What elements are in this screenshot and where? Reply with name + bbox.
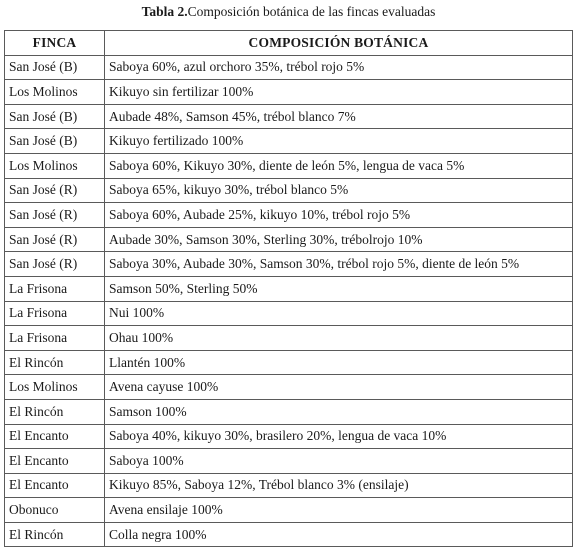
composicion-cell: Saboya 65%, kikuyo 30%, trébol blanco 5% <box>105 178 573 203</box>
table-row <box>5 153 573 178</box>
composicion-cell: Nui 100% <box>105 301 573 326</box>
table-row <box>5 80 573 105</box>
composicion-cell: Saboya 60%, Kikuyo 30%, diente de león 5%, lengua de vaca 5% <box>105 153 573 178</box>
header-finca: FINCA <box>5 31 105 56</box>
finca-cell: Los Molinos <box>5 80 105 105</box>
table-row <box>5 252 573 277</box>
table-row <box>5 104 573 129</box>
table-row <box>5 129 573 154</box>
composicion-cell: Saboya 40%, kikuyo 30%, brasilero 20%, lengua de vaca 10% <box>105 424 573 449</box>
table-caption-text: Composición botánica de las fincas evaluadas <box>187 4 436 19</box>
composicion-cell: Samson 50%, Sterling 50% <box>105 276 573 301</box>
finca-cell: San José (R) <box>5 203 105 228</box>
header-composicion: COMPOSICIÓN BOTÁNICA <box>105 31 573 56</box>
table-caption <box>0 3 577 21</box>
finca-cell: La Frisona <box>5 301 105 326</box>
finca-cell: San José (B) <box>5 129 105 154</box>
composicion-cell: Llantén 100% <box>105 350 573 375</box>
composicion-cell: Kikuyo fertilizado 100% <box>105 129 573 154</box>
table-header <box>5 31 573 56</box>
table-row <box>5 473 573 498</box>
table-row <box>5 375 573 400</box>
botanical-composition-table <box>4 30 573 547</box>
finca-cell: El Rincón <box>5 399 105 424</box>
composicion-cell: Ohau 100% <box>105 326 573 351</box>
table-row <box>5 424 573 449</box>
composicion-cell: Kikuyo sin fertilizar 100% <box>105 80 573 105</box>
finca-cell: San José (R) <box>5 252 105 277</box>
finca-cell: El Encanto <box>5 424 105 449</box>
composicion-cell: Avena cayuse 100% <box>105 375 573 400</box>
finca-cell: Los Molinos <box>5 153 105 178</box>
table-row <box>5 178 573 203</box>
finca-cell: Obonuco <box>5 498 105 523</box>
table-row <box>5 326 573 351</box>
finca-cell: La Frisona <box>5 276 105 301</box>
finca-cell: El Encanto <box>5 449 105 474</box>
table-row <box>5 203 573 228</box>
table-caption-label: Tabla 2. <box>141 4 188 19</box>
composicion-cell: Saboya 60%, azul orchoro 35%, trébol rojo 5% <box>105 55 573 80</box>
table-row <box>5 276 573 301</box>
finca-cell: La Frisona <box>5 326 105 351</box>
header-row <box>5 31 573 56</box>
finca-cell: San José (B) <box>5 55 105 80</box>
table-row <box>5 399 573 424</box>
composicion-cell: Avena ensilaje 100% <box>105 498 573 523</box>
table-row <box>5 227 573 252</box>
composicion-cell: Aubade 48%, Samson 45%, trébol blanco 7% <box>105 104 573 129</box>
finca-cell: El Rincón <box>5 522 105 547</box>
composicion-cell: Aubade 30%, Samson 30%, Sterling 30%, trébolrojo 10% <box>105 227 573 252</box>
table-row <box>5 350 573 375</box>
finca-cell: El Encanto <box>5 473 105 498</box>
composicion-cell: Saboya 100% <box>105 449 573 474</box>
finca-cell: San José (R) <box>5 178 105 203</box>
composicion-cell: Kikuyo 85%, Saboya 12%, Trébol blanco 3% (ensilaje) <box>105 473 573 498</box>
table-row <box>5 522 573 547</box>
finca-cell: San José (B) <box>5 104 105 129</box>
finca-cell: El Rincón <box>5 350 105 375</box>
table-row <box>5 449 573 474</box>
composicion-cell: Samson 100% <box>105 399 573 424</box>
table-body <box>5 55 573 547</box>
composicion-cell: Saboya 30%, Aubade 30%, Samson 30%, trébol rojo 5%, diente de león 5% <box>105 252 573 277</box>
finca-cell: San José (R) <box>5 227 105 252</box>
table-row <box>5 301 573 326</box>
finca-cell: Los Molinos <box>5 375 105 400</box>
composicion-cell: Saboya 60%, Aubade 25%, kikuyo 10%, trébol rojo 5% <box>105 203 573 228</box>
table-row <box>5 55 573 80</box>
composicion-cell: Colla negra 100% <box>105 522 573 547</box>
table-row <box>5 498 573 523</box>
